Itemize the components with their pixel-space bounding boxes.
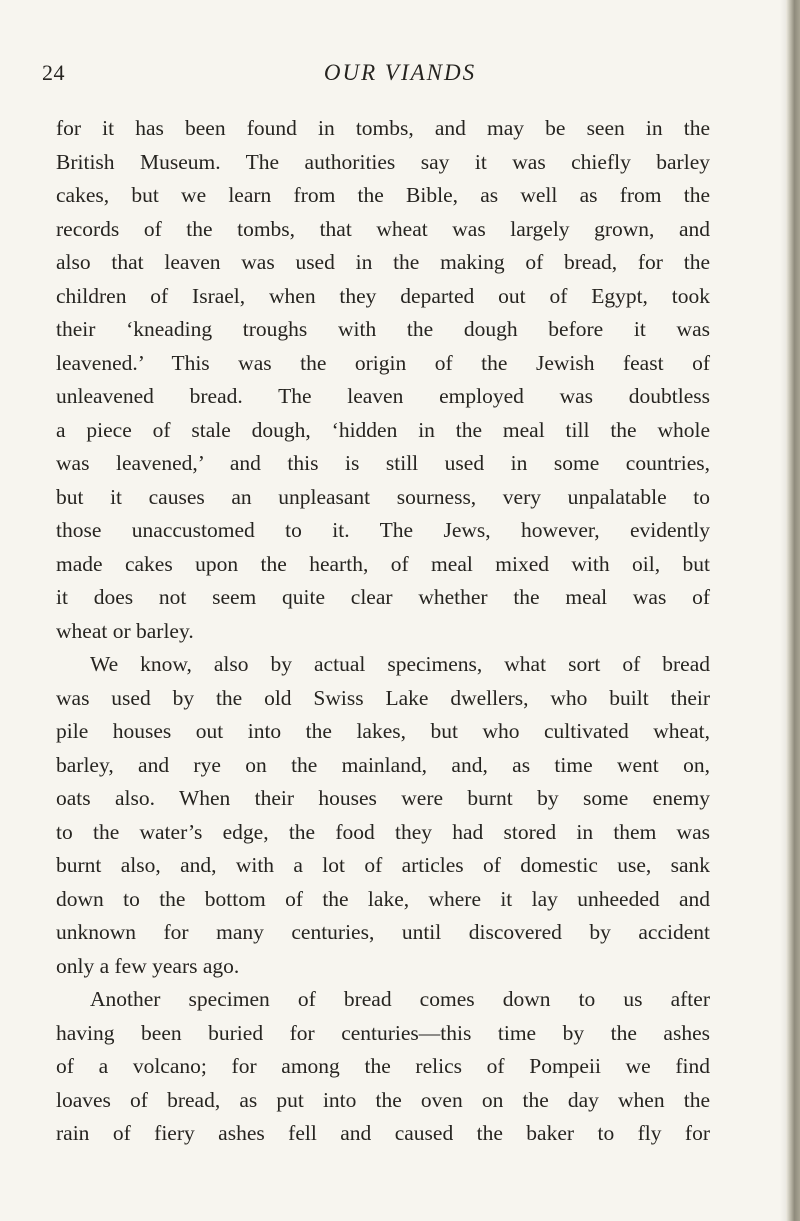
text-line: leavened.’ This was the origin of the Jewish feast of — [56, 350, 710, 375]
text-line: made cakes upon the hearth, of meal mixed with oil, but — [56, 551, 710, 576]
body-text — [56, 112, 710, 1151]
running-title: OUR VIANDS — [323, 60, 477, 85]
text-line: those unaccustomed to it. The Jews, however, evidently — [56, 518, 710, 542]
text-line: pile houses out into the lakes, but who cultivated wheat, — [56, 719, 710, 743]
text-line: unleavened bread. The leaven employed was doubtless — [56, 384, 710, 408]
text-line: barley, and rye on the mainland, and, as time went on, — [56, 752, 710, 777]
text-line: but it causes an unpleasant sourness, very unpalatable to — [56, 484, 710, 509]
text-line: British Museum. The authorities say it was chiefly barley — [56, 149, 710, 174]
page-header — [0, 60, 780, 94]
text-line: a piece of stale dough, ‘hidden in the meal till the whole — [56, 417, 710, 442]
text-line: also that leaven was used in the making of bread, for the — [56, 250, 710, 274]
text-line: children of Israel, when they departed out of Egypt, took — [56, 283, 710, 308]
text-line: down to the bottom of the lake, where it lay unheeded and — [56, 886, 710, 911]
page-gutter-edge — [786, 0, 800, 1221]
text-line: rain of fiery ashes fell and caused the baker to fly for — [56, 1121, 710, 1145]
text-line: having been buried for centuries—this time by the ashes — [56, 1020, 710, 1045]
paragraph-end-line: only a few years ago. — [56, 953, 240, 978]
text-line: burnt also, and, with a lot of articles of domestic use, sank — [56, 853, 710, 877]
text-line: of a volcano; for among the relics of Pompeii we find — [56, 1054, 710, 1078]
text-line: records of the tombs, that wheat was largely grown, and — [56, 216, 710, 241]
text-line: cakes, but we learn from the Bible, as well as from the — [56, 183, 710, 207]
paragraph-start-line: We know, also by actual specimens, what sort of bread — [90, 652, 710, 676]
text-line: unknown for many centuries, until discovered by accident — [56, 920, 710, 944]
text-line: it does not seem quite clear whether the meal was of — [56, 585, 710, 609]
page-number: 24 — [42, 60, 65, 85]
text-line: to the water’s edge, the food they had stored in them was — [56, 819, 710, 844]
text-line: was leavened,’ and this is still used in some countries, — [56, 451, 710, 475]
text-line: for it has been found in tombs, and may be seen in the — [56, 116, 710, 140]
text-line: loaves of bread, as put into the oven on the day when the — [56, 1087, 710, 1112]
text-line: their ‘kneading troughs with the dough before it was — [56, 317, 710, 341]
text-line: was used by the old Swiss Lake dwellers, who built their — [56, 685, 710, 710]
paragraph-end-line: wheat or barley. — [56, 618, 194, 643]
text-line: oats also. When their houses were burnt by some enemy — [56, 786, 710, 810]
paragraph-start-line: Another specimen of bread comes down to us after — [90, 987, 710, 1011]
